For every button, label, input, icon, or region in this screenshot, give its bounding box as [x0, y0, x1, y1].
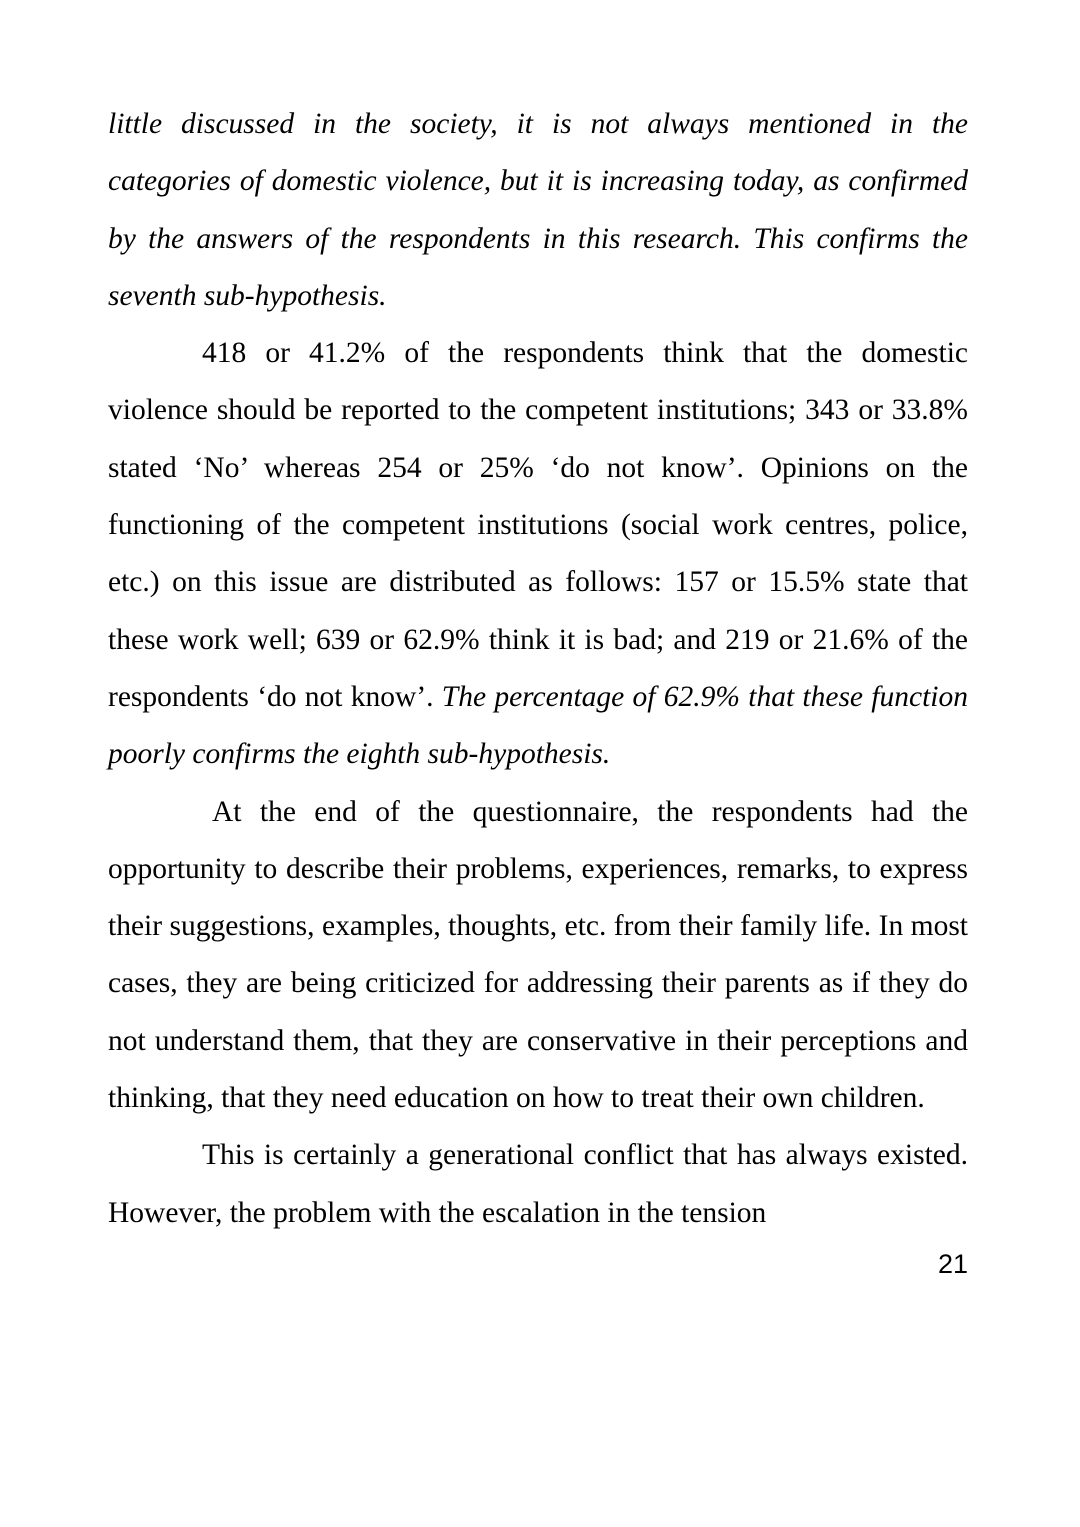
paragraph-continuation-italic — [108, 96, 968, 325]
paragraph-questionnaire — [108, 784, 968, 1128]
text-run-italic-hypothesis: The percentage of 62.9% that these function poorly confirms the eighth sub-hypothesis. — [108, 680, 968, 771]
text-run: 418 or 41.2% of the respondents think that the domestic violence should be reported to the competent institutions; 343 or 33.8% stated ‘No’ whereas 254 or 25% ‘do not know’. Opinions on the functioning of the competent institutions (social work centres, police, etc.) on this issue are distributed as follows: 157 or 15.5% state that these work well; 639 or 62.9% think it is bad; and 219 or 21.6% of the respondents ‘do not know’. — [108, 337, 968, 713]
text-run: little discussed in the society, it is not always mentioned in the categories of domestic violence, but it is increasing today, as confirmed by the answers of the respondents in this research. This confirms the seventh sub-hypothesis. — [108, 108, 968, 312]
text-run: At the end of the questionnaire, the respondents had the opportunity to describe their problems, experiences, remarks, to express their suggestions, examples, thoughts, etc. from their family life. In most cases, they are being criticized for addressing their parents as if they do not understand them, that they are conservative in their perceptions and thinking, that they need education on how to treat their own children. — [108, 795, 968, 1115]
page-number-value: 21 — [937, 1248, 968, 1279]
paragraph-generational-conflict — [108, 1127, 968, 1242]
text-run: This is certainly a generational conflict that has always existed. However, the problem with the escalation in the tension — [108, 1139, 968, 1229]
page-number — [108, 1246, 968, 1282]
paragraph-statistics — [108, 325, 968, 783]
